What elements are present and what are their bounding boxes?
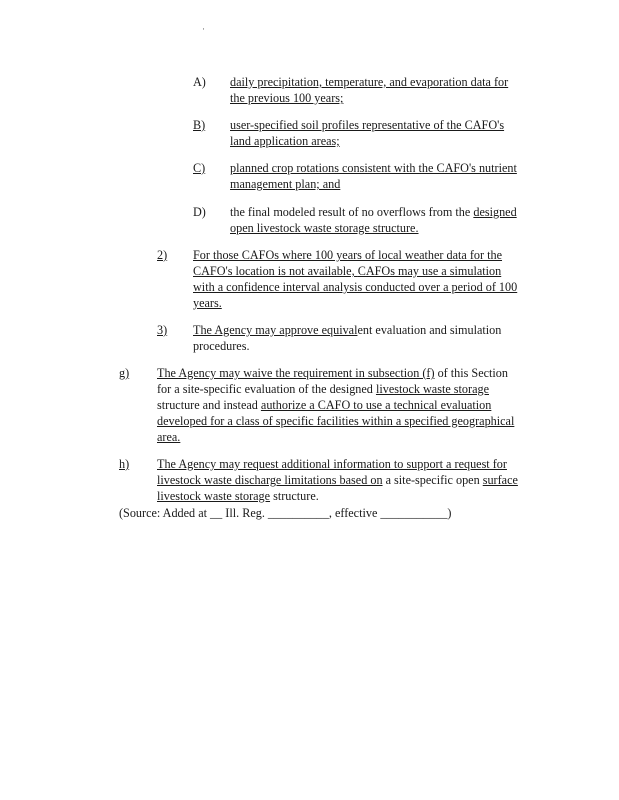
item-g-line3-underlined: authorize a CAFO to use a technical evaluation [260,398,492,412]
item-3-line1 [193,322,501,338]
item-a-line2: the previous 100 years; [230,91,344,105]
item-3-line1-underlined: The Agency may approve equival [193,323,358,337]
item-2-line2 [193,263,501,279]
item-h-line2 [157,472,518,488]
item-d-label: D) [193,205,206,219]
corner-mark: · [202,24,205,34]
item-2-line4: years. [193,296,222,310]
item-a-label: A) [193,75,206,89]
item-g-line4: developed for a class of specific facilities within a specified geographical [157,414,515,428]
item-2-line2-b: CAFOs may use a simulation [357,264,502,278]
item-b-line2: land application areas; [230,134,340,148]
item-h-line2-underlined-b: surface [482,473,518,487]
item-h-line2-plain: a site-specific open [382,473,483,487]
item-c-label: C) [193,161,206,175]
item-2-line3: with a confidence interval analysis conducted over a period of 100 [193,280,518,294]
item-h-line2-underlined-a: livestock waste discharge limitations based on [157,473,383,487]
item-h-line1: The Agency may request additional information to support a request for [157,457,507,471]
item-g-line2-plain: for a site-specific evaluation of the designed [157,382,376,396]
item-3-line1-plain: ent evaluation and simulation [357,323,502,337]
item-g-line2 [157,381,489,397]
item-2-line1-b: data for the [446,248,503,262]
item-g-label: g) [119,366,130,380]
item-3-line2: procedures. [193,339,250,353]
item-2-line1-a: For those CAFOs where 100 years of local weather [193,248,447,262]
item-2-label: 2) [157,248,168,262]
item-h-line3 [157,488,319,504]
item-g-line3-plain: structure and instead [157,398,261,412]
item-g-line2-underlined: livestock waste storage [375,382,489,396]
item-g-line1 [157,365,508,381]
item-g-line5: area. [157,430,181,444]
item-h-line3-underlined: livestock waste storage [157,489,271,503]
item-2-line2-a: CAFO's location is not available, [193,264,358,278]
item-c-line2: management plan; and [230,177,341,191]
item-2-line1 [193,247,502,263]
item-a-line1: daily precipitation, temperature, and evaporation data for [230,75,509,89]
item-d-line1 [230,204,517,220]
item-h-line3-plain: structure. [270,489,319,503]
source-note: (Source: Added at __ Ill. Reg. __________, effective ___________) [119,506,452,520]
item-3-label: 3) [157,323,168,337]
item-g-line1-underlined: The Agency may waive the requirement in subsection (f) [157,366,435,380]
item-g-line3 [157,397,491,413]
item-d-line2: open livestock waste storage structure. [230,221,419,235]
item-d-line1-plain: the final modeled result of no overflows from the [230,205,474,219]
item-g-line1-plain: of this Section [434,366,508,380]
item-d-line1-underlined: designed [473,205,517,219]
item-b-line1: user-specified soil profiles representative of the CAFO's [230,118,505,132]
item-c-line1: planned crop rotations consistent with the CAFO's nutrient [230,161,517,175]
item-h-label: h) [119,457,130,471]
item-b-label: B) [193,118,206,132]
